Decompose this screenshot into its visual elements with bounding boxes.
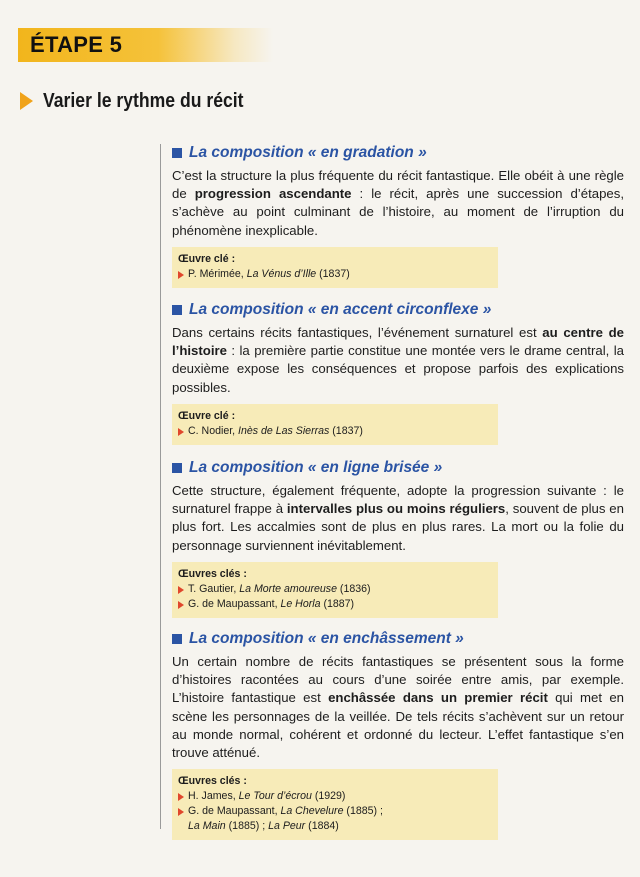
section-body [172,482,624,555]
section-ligne-brisee [172,458,624,618]
work-title: Le Horla [280,597,321,610]
arrow-bullet-icon [178,586,184,594]
section-title-row [172,629,624,649]
section-gradation [172,143,624,288]
vertical-rule [160,144,161,829]
square-bullet-icon [172,463,182,473]
key-work-item [178,267,490,282]
work-year: (1836) [336,582,371,595]
section-title: La composition « en gradation » [189,144,427,161]
section-enchassement [172,629,624,840]
arrow-bullet-icon [178,271,184,279]
body-text: Dans certains récits fantastiques, l’événement surnaturel est [172,325,543,340]
work-year: (1885) ; [225,820,269,833]
work-year: (1837) [316,267,350,280]
work-title: Inès de Las Sierras [238,424,330,437]
body-text: : le récit, après une succession d’étapes, s’achève au point culminant de l’histoire, au moment de l’irruption du phénomène inexplicable. [172,186,624,238]
section-body [172,167,624,240]
key-work-box [172,404,498,445]
key-works-label: Œuvres clés : [178,567,247,580]
square-bullet-icon [172,148,182,158]
work-year: (1887) [320,597,355,610]
section-body [172,653,624,762]
work-title: La Chevelure [280,805,344,818]
work-author: P. Mérimée, [188,267,247,280]
key-works-box [172,562,498,618]
step-banner [18,28,273,62]
key-work-label: Œuvre clé : [178,252,236,265]
work-author: H. James, [188,790,239,803]
section-title: La composition « en accent circonflexe » [189,301,492,318]
key-work-item [178,597,490,612]
key-work-item [178,582,490,597]
arrow-bullet-icon [178,601,184,609]
work-year: (1884) [305,820,339,833]
work-year: (1929) [311,790,346,803]
work-title: La Morte amoureuse [239,582,337,595]
section-title: La composition « en enchâssement » [189,630,464,647]
body-text: C’est la structure la plus fréquente du récit fantastique. Elle obéit à une règle de [172,168,624,202]
arrow-bullet-icon [178,428,184,436]
body-text: Cette structure, également fréquente, adopte la progression suivante : le surnaturel frappe à [172,483,624,517]
key-work-box [172,247,498,288]
body-emphasis: intervalles plus ou moins réguliers [286,501,506,517]
key-works-label: Œuvres clés : [178,775,247,788]
key-work-continuation [178,819,490,834]
triangle-bullet-icon [20,92,33,110]
page-title: Varier le rythme du récit [43,89,244,112]
key-work-label: Œuvre clé : [178,409,236,422]
section-accent-circonflexe [172,300,624,445]
work-author: T. Gautier, [188,582,240,595]
body-emphasis: progression ascendante [194,186,352,202]
step-label: ÉTAPE 5 [30,32,123,57]
body-emphasis: au centre de l’histoire [172,325,624,359]
arrow-bullet-icon [178,808,184,816]
body-text: qui met en scène les personnages de la veillée. De tels récits s’achèvent sur un retour au monde normal, cohérent et ordonné du lecteur. L’effet fantastique s’en trouve atténué. [172,690,624,761]
key-work-item [178,789,490,804]
key-work-item [178,804,490,819]
work-year: (1885) ; [343,805,383,818]
square-bullet-icon [172,634,182,644]
work-title: La Vénus d’Ille [246,267,317,280]
section-body [172,324,624,397]
work-title: La Main [188,820,226,833]
section-title-row [172,300,624,320]
body-text: , souvent de plus en plus fort. Les accalmies sont de plus en plus rares. La mort ou la folie du personnage surviennent inévitablement. [172,501,624,553]
section-title-row [172,143,624,163]
body-emphasis: enchâssée dans un premier récit [328,690,548,706]
section-heading [20,88,271,114]
body-text: : la première partie constitue une montée vers le drame central, la deuxième expose les conséquences et propose parfois des explications possibles. [172,343,624,395]
work-title: La Peur [268,820,306,833]
arrow-bullet-icon [178,793,184,801]
key-work-item [178,424,490,439]
square-bullet-icon [172,305,182,315]
work-author: C. Nodier, [188,424,239,437]
work-year: (1837) [329,424,363,437]
key-works-box [172,769,498,840]
section-title-row [172,458,624,478]
work-title: Le Tour d’écrou [238,790,312,803]
section-title: La composition « en ligne brisée » [189,459,443,476]
body-text: Un certain nombre de récits fantastiques se présentent sous la forme d’histoires racontées au cours d’une soirée entre amis, par exemple. L’histoire fantastique est [172,654,624,706]
work-author: G. de Maupassant, [188,597,281,610]
work-author: G. de Maupassant, [188,805,281,818]
